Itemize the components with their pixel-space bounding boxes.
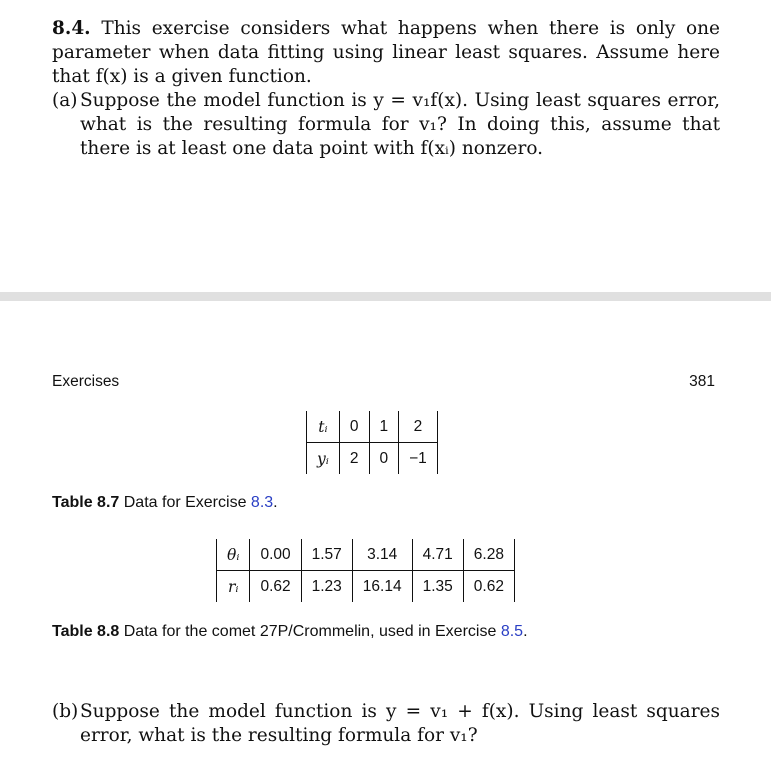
table-row (307, 443, 438, 475)
table-cell: 2 (339, 443, 369, 475)
running-header-left: Exercises (52, 373, 120, 390)
table-cell: 0 (369, 443, 399, 475)
table-cell: 0.00 (250, 539, 301, 571)
exercise-number: 8.4. (52, 18, 91, 39)
part-b-label: (b) (52, 701, 79, 722)
table-cell: 3.14 (352, 539, 412, 571)
table-cell: 1 (369, 411, 399, 443)
caption-text: Data for the comet 27P/Crommelin, used in Exercise (123, 623, 497, 640)
table-row (217, 539, 515, 571)
caption-label: Table 8.7 (52, 494, 120, 511)
table-cell: 0 (339, 411, 369, 443)
page-number: 381 (689, 373, 715, 390)
table-cell: 16.14 (352, 571, 412, 603)
caption-period: . (523, 623, 528, 640)
exercise-part-b (52, 700, 720, 748)
exercise-link[interactable]: 8.5 (500, 623, 524, 640)
table-8-7 (306, 411, 438, 474)
table-cell: −1 (399, 443, 438, 475)
table-cell: 6.28 (463, 539, 514, 571)
table-row-label: rᵢ (217, 571, 250, 603)
table-cell: 4.71 (412, 539, 463, 571)
exercise-link[interactable]: 8.3 (250, 494, 274, 511)
caption-text: Data for Exercise (123, 494, 247, 511)
caption-label: Table 8.8 (52, 623, 120, 640)
table-row-label: θᵢ (217, 539, 250, 571)
table-row-label: yᵢ (307, 443, 340, 475)
table-8-8 (216, 539, 515, 602)
table-cell: 1.57 (301, 539, 352, 571)
caption-period: . (273, 494, 278, 511)
table-cell: 0.62 (250, 571, 301, 603)
page-divider (0, 292, 771, 301)
exercise-intro-text: This exercise considers what happens when there is only one parameter when data fitting using linear least squares. Assume here that f(x) is a given function. (52, 18, 720, 87)
exercise-part-a (52, 89, 720, 161)
table-cell: 2 (399, 411, 438, 443)
exercise-intro (52, 17, 720, 89)
table-cell: 1.23 (301, 571, 352, 603)
table-8-8-caption (52, 623, 528, 641)
part-a-label: (a) (52, 90, 78, 111)
table-8-7-caption (52, 494, 278, 512)
part-a-text: Suppose the model function is y = v₁f(x). Using least squares error, what is the resulting formula for v₁? In doing this, assume that there is at least one data point with f(xᵢ) nonzero. (80, 90, 720, 159)
table-cell: 1.35 (412, 571, 463, 603)
table-row-label: tᵢ (307, 411, 340, 443)
part-b-text: Suppose the model function is y = v₁ + f(x). Using least squares error, what is the resulting formula for v₁? (80, 701, 720, 746)
table-cell: 0.62 (463, 571, 514, 603)
table-row (307, 411, 438, 443)
table-row (217, 571, 515, 603)
